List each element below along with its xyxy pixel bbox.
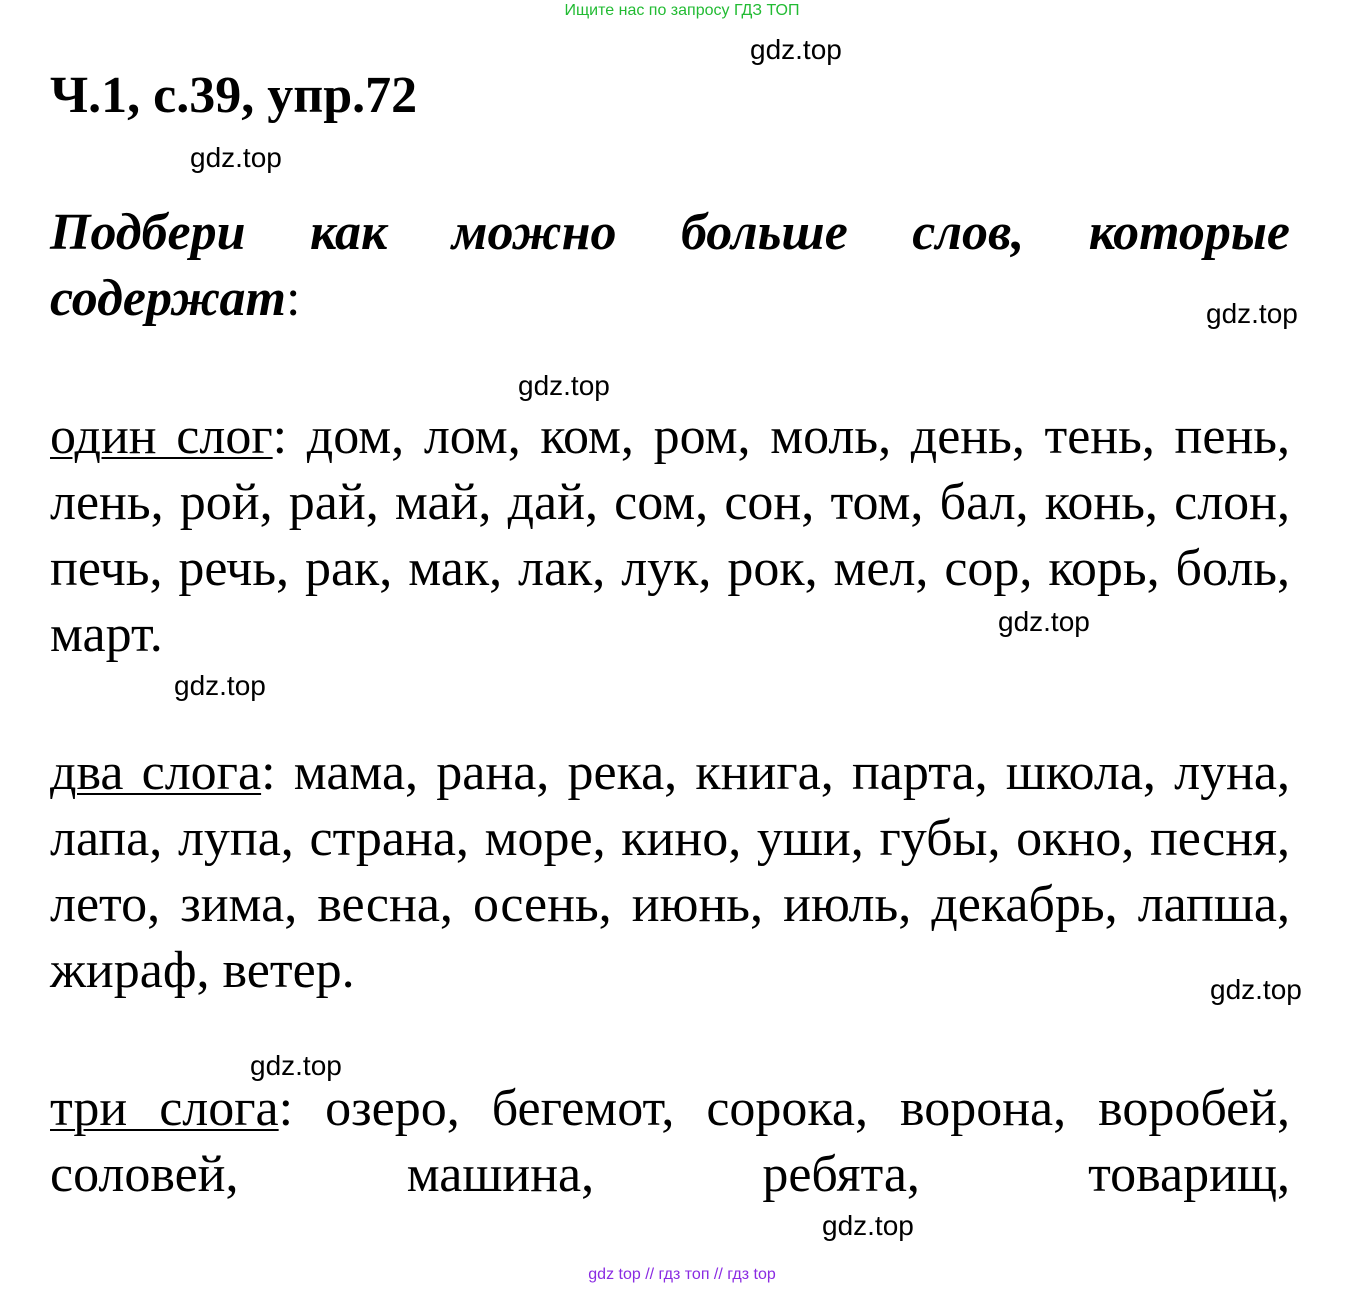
watermark: gdz.top [190,142,282,173]
section-label: один слог [50,408,273,465]
watermark: gdz.top [518,370,610,401]
section-words: дом, лом, ком, ром, моль, день, тень, пень, лень, рой, рай, май, дай, сом, сон, том, бал, конь, слон, печь, речь, рак, мак, лак, лук, рок, мел, сор, корь, боль, март. [50,408,1290,663]
section-colon: : [261,744,276,801]
section-two-syllables [50,740,1290,1004]
watermark: gdz.top [1210,974,1302,1005]
bottom-banner: gdz top // гдз топ // гдз top [588,1266,776,1283]
task-text: Подбери как можно больше слов, которые содержат [50,204,1290,327]
watermark: gdz.top [1206,298,1298,329]
section-words: мама, рана, река, книга, парта, школа, луна, лапа, лупа, страна, море, кино, уши, губы, окно, песня, лето, зима, весна, осень, июнь, июль, декабрь, лапша, жираф, ветер. [50,744,1290,999]
section-words: озеро, бегемот, сорока, ворона, воробей, соловей, машина, ребята, товарищ, [50,1080,1290,1203]
section-one-syllable [50,404,1290,668]
watermark: gdz.top [250,1050,342,1081]
section-colon: : [272,408,288,465]
watermark: gdz.top [822,1210,914,1241]
task-statement [50,200,1290,332]
page-title: Ч.1, с.39, упр.72 [50,67,418,124]
section-three-syllables [50,1076,1290,1208]
watermark: gdz.top [750,34,842,65]
section-colon: : [278,1080,294,1137]
section-label: два слога [50,744,262,801]
watermark: gdz.top [174,670,266,701]
top-banner: Ищите нас по запросу ГДЗ ТОП [564,2,800,19]
watermark: gdz.top [998,606,1090,637]
task-colon: : [285,270,301,327]
section-label: три слога [50,1080,279,1137]
